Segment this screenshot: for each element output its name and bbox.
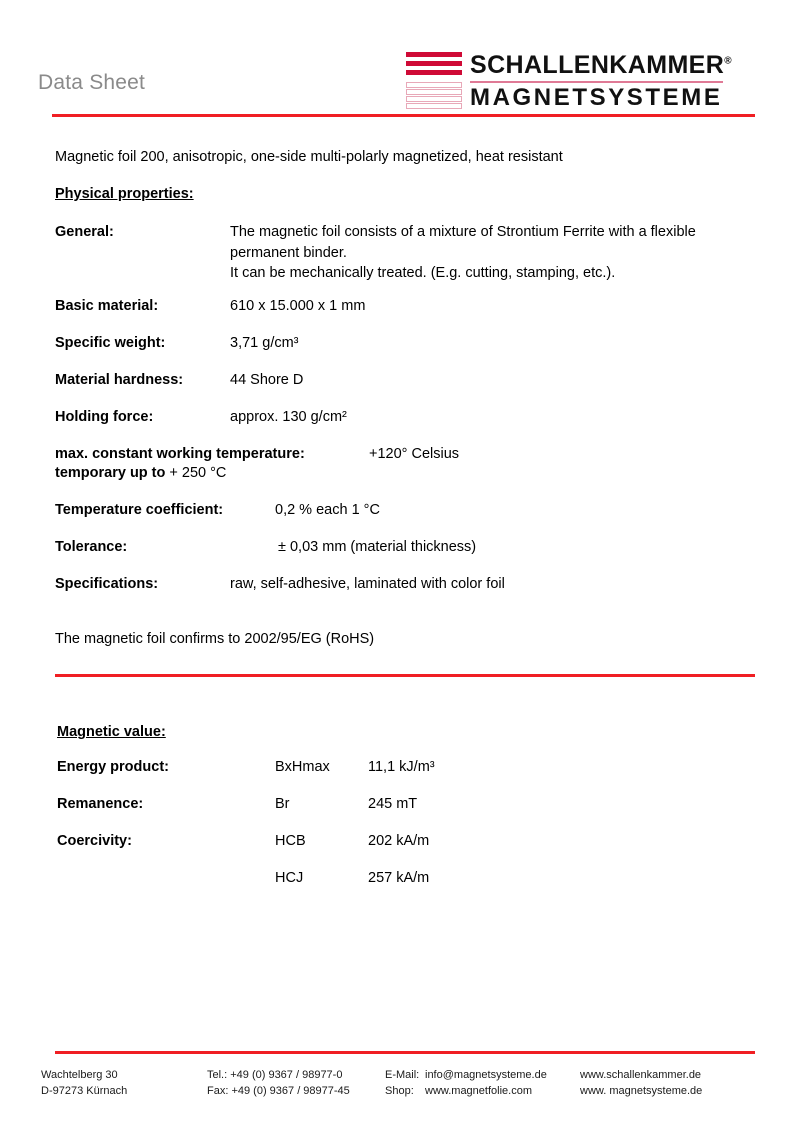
footer-shop-key: Shop:	[385, 1084, 414, 1097]
row-coercivity-hcj-symbol: HCJ	[275, 870, 304, 886]
footer-address-line2: D-97273 Kürnach	[41, 1084, 128, 1097]
logo-bar-hollow-1	[406, 82, 462, 88]
footer-website-2[interactable]: www. magnetsysteme.de	[580, 1084, 703, 1097]
logo-bar-solid-3	[406, 70, 462, 75]
row-specific-weight	[55, 333, 775, 354]
row-coercivity-hcb-value: 202 kA/m	[368, 833, 430, 849]
row-remanence-symbol: Br	[275, 796, 290, 812]
row-material-hardness	[55, 370, 775, 391]
row-coercivity-hcb-label: Coercivity:	[57, 833, 132, 849]
rohs-note: The magnetic foil confirms to 2002/95/EG (RoHS)	[55, 631, 375, 647]
row-temperature-coefficient	[55, 500, 775, 521]
logo-bar-solid-1	[406, 52, 462, 57]
row-remanence-label: Remanence:	[57, 796, 144, 812]
row-energy-product-value: 11,1 kJ/m³	[368, 759, 435, 775]
footer-shop-value[interactable]: www.magnetfolie.com	[425, 1084, 532, 1097]
company-logo	[406, 51, 732, 111]
row-material-hardness-value: 44 Shore D	[230, 372, 304, 388]
footer-email-row	[385, 1068, 547, 1084]
row-specific-weight-label: Specific weight:	[55, 335, 166, 351]
row-specifications-label: Specifications:	[55, 576, 159, 592]
row-specifications-value: raw, self-adhesive, laminated with color foil	[230, 576, 505, 592]
logo-bar-hollow-2	[406, 89, 462, 95]
footer-address-line1: Wachtelberg 30	[41, 1069, 118, 1081]
row-basic-material-label: Basic material:	[55, 298, 159, 314]
row-max-working-temperature-value: +120° Celsius	[369, 446, 460, 462]
logo-bars-icon	[406, 51, 462, 107]
logo-wordmark-primary	[470, 51, 732, 80]
footer-email-key: E-Mail:	[385, 1069, 420, 1081]
row-holding-force	[55, 407, 775, 428]
row-general-value	[230, 222, 760, 284]
logo-wordmark-secondary: MAGNETSYSTEME	[470, 84, 723, 111]
row-max-working-temperature	[55, 444, 775, 465]
row-coercivity-hcb	[57, 833, 757, 849]
row-tolerance-label: Tolerance:	[55, 539, 128, 555]
section-heading-physical	[55, 184, 775, 205]
page-title: Data Sheet	[38, 71, 146, 94]
logo-bar-hollow-4	[406, 103, 462, 109]
row-tolerance	[55, 537, 775, 558]
row-specific-weight-value: 3,71 g/cm³	[230, 335, 299, 351]
logo-bar-solid-2	[406, 61, 462, 66]
section-divider-rule	[55, 674, 755, 677]
footer-phone	[207, 1068, 350, 1100]
footer-websites	[580, 1068, 702, 1100]
row-basic-material	[55, 296, 775, 317]
row-temporary-temperature	[55, 463, 775, 484]
section-heading-physical-label: Physical properties:	[55, 186, 194, 202]
registered-trademark-icon: ®	[724, 55, 732, 67]
row-holding-force-label: Holding force:	[55, 409, 154, 425]
footer-fax: Fax: +49 (0) 9367 / 98977-45	[207, 1084, 350, 1097]
row-remanence	[57, 796, 757, 812]
footer-shop-row	[385, 1084, 547, 1100]
page-header	[0, 0, 800, 118]
row-general-value-line1: The magnetic foil consists of a mixture of Strontium Ferrite with a flexible	[230, 224, 696, 240]
row-basic-material-value: 610 x 15.000 x 1 mm	[230, 298, 366, 314]
row-material-hardness-label: Material hardness:	[55, 372, 184, 388]
row-coercivity-hcj	[57, 870, 757, 886]
row-general-label: General:	[55, 224, 114, 240]
row-energy-product-label: Energy product:	[57, 759, 169, 775]
section-heading-magnetic-label: Magnetic value:	[57, 724, 166, 740]
row-general-value-line3: It can be mechanically treated. (E.g. cutting, stamping, etc.).	[230, 265, 616, 282]
row-specifications	[55, 574, 775, 595]
row-temporary-temperature-label: temporary up to	[55, 465, 166, 481]
footer-tel: Tel.: +49 (0) 9367 / 98977-0	[207, 1069, 343, 1081]
header-rule	[52, 114, 755, 117]
row-coercivity-hcj-value: 257 kA/m	[368, 870, 430, 886]
row-tolerance-value: ± 0,03 mm (material thickness)	[278, 539, 477, 555]
logo-bar-hollow-3	[406, 96, 462, 102]
footer-address	[41, 1068, 127, 1100]
row-remanence-value: 245 mT	[368, 796, 418, 812]
footer-rule	[55, 1051, 755, 1054]
logo-divider	[470, 81, 723, 83]
row-coercivity-hcb-symbol: HCB	[275, 833, 306, 849]
row-max-working-temperature-label: max. constant working temperature:	[55, 446, 305, 462]
row-energy-product	[57, 759, 757, 775]
section-heading-magnetic	[57, 722, 777, 743]
row-energy-product-symbol: BxHmax	[275, 759, 330, 775]
footer-contact	[385, 1068, 547, 1100]
row-general-value-line2: permanent binder.	[230, 244, 347, 261]
row-general	[55, 222, 775, 284]
row-temperature-coefficient-label: Temperature coefficient:	[55, 502, 224, 518]
logo-wordmark-primary-text: SCHALLENKAMMER	[470, 51, 725, 79]
row-temporary-temperature-value: + 250 °C	[169, 465, 227, 481]
row-temperature-coefficient-value: 0,2 % each 1 °C	[275, 502, 380, 518]
footer-email-value[interactable]: info@magnetsysteme.de	[425, 1069, 547, 1081]
intro-line: Magnetic foil 200, anisotropic, one-side multi-polarly magnetized, heat resistant	[55, 149, 563, 165]
row-holding-force-value: approx. 130 g/cm²	[230, 409, 347, 425]
footer-website-1[interactable]: www.schallenkammer.de	[580, 1069, 702, 1081]
